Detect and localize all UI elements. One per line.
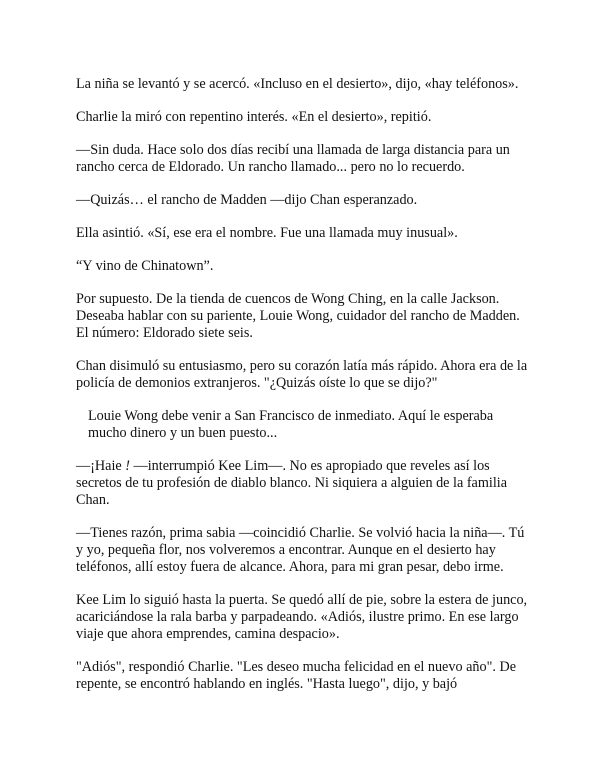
paragraph-2: Charlie la miró con repentino interés. «En el desierto», repitió. [76, 109, 432, 125]
haie-rest: —interrumpió Kee Lim—. No es apropiado que reveles así los secretos de tu profesión de diablo blanco. Ni siquiera a alguien de la familia Chan. [76, 458, 507, 508]
paragraph-8: Chan disimuló su entusiasmo, pero su corazón latía más rápido. Ahora era de la policía de demonios extranjeros. "¿Quizás oíste lo que se dijo?" [76, 358, 528, 391]
haie-italic-mark: ! [125, 458, 130, 474]
paragraph-12: "Adiós", respondió Charlie. "Les deseo mucha felicidad en el nuevo año". De repente, se encontró hablando en inglés. "Hasta luego", dijo, y bajó [76, 659, 516, 692]
document-page [76, 76, 530, 709]
paragraph-5: Ella asintió. «Sí, ese era el nombre. Fue una llamada muy inusual». [76, 225, 458, 241]
paragraph-1: La niña se levantó y se acercó. «Incluso en el desierto», dijo, «hay teléfonos». [76, 76, 519, 92]
paragraph-4: —Quizás… el rancho de Madden —dijo Chan esperanzado. [76, 192, 418, 208]
haie-prefix: —¡Haie [76, 458, 126, 474]
paragraph-10: —Tienes razón, prima sabia —coincidió Charlie. Se volvió hacia la niña—. Tú y yo, pequeña flor, nos volveremos a encontrar. Aunque en el desierto hay teléfonos, allí estoy fuera de alcance. Ahora, para mi gran pesar, debo irme. [76, 525, 525, 575]
paragraph-7: Por supuesto. De la tienda de cuencos de Wong Ching, en la calle Jackson. Deseaba hablar con su pariente, Louie Wong, cuidador del rancho de Madden. El número: Eldorado siete seis. [76, 291, 520, 341]
paragraph-6: “Y vino de Chinatown”. [76, 258, 214, 274]
paragraph-11: Kee Lim lo siguió hasta la puerta. Se quedó allí de pie, sobre la estera de junco, acariciándose la rala barba y parpadeando. «Adiós, ilustre primo. En ese largo viaje que ahora emprendes, camina despacio». [76, 592, 528, 642]
paragraph-3: —Sin duda. Hace solo dos días recibí una llamada de larga distancia para un rancho cerca de Eldorado. Un rancho llamado... pero no lo recuerdo. [76, 142, 510, 175]
paragraph-haie [76, 458, 530, 509]
block-quote: Louie Wong debe venir a San Francisco de inmediato. Aquí le esperaba mucho dinero y un buen puesto... [88, 408, 494, 441]
